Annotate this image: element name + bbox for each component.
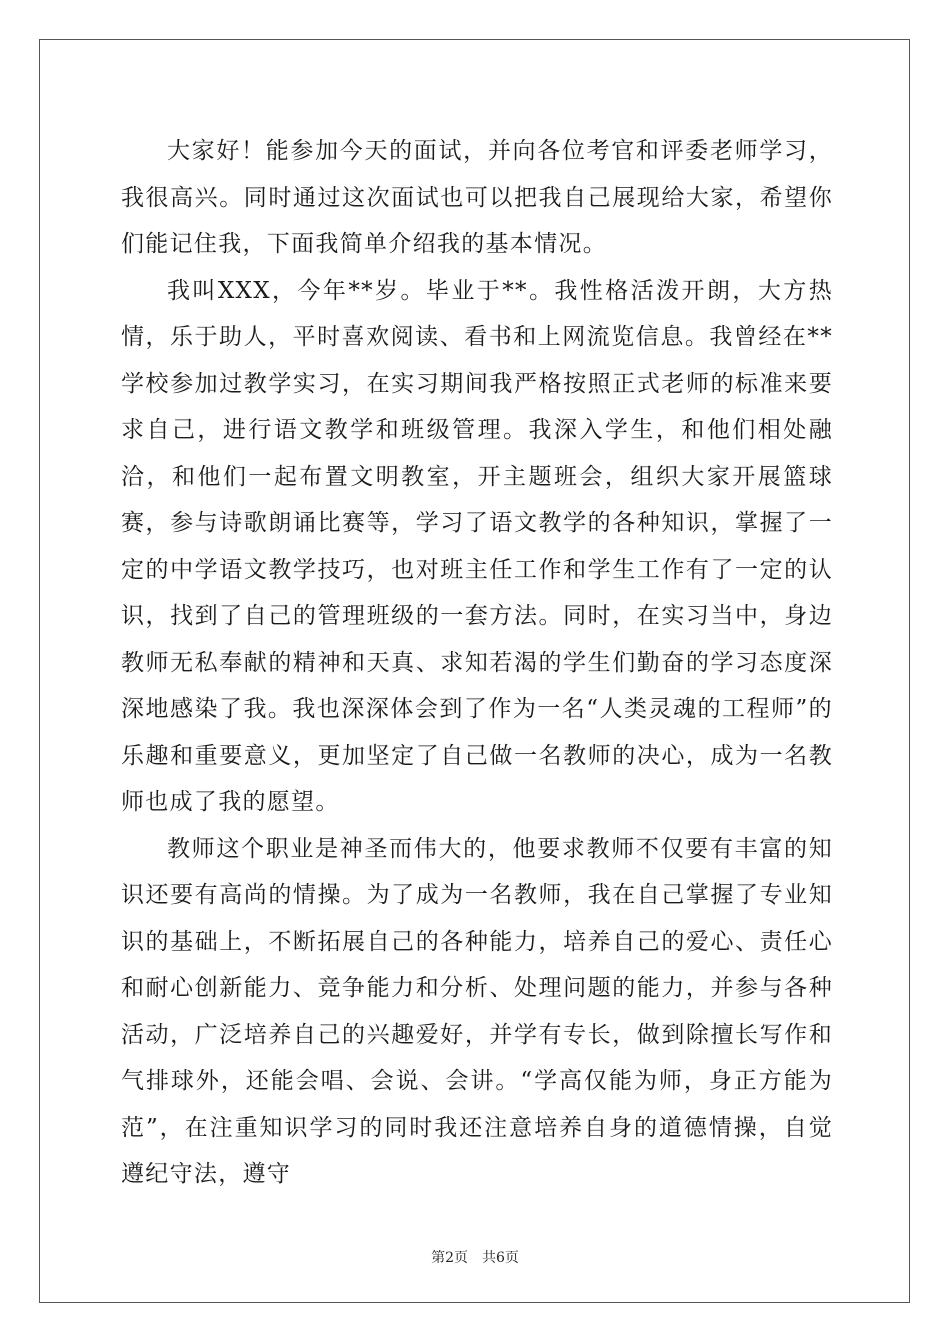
paragraph-teaching-career: 教师这个职业是神圣而伟大的，他要求教师不仅要有丰富的知识还要有高尚的情操。为了成为一名教师，我在自己掌握了专业知识的基础上，不断拓展自己的各种能力，培养自己的爱心、责任心和耐心创新能力、竞争能力和分析、处理问题的能力，并参与各种活动，广泛培养自己的兴趣爱好，并学有专长，做到除擅长写作和气排球外，还能会唱、会说、会讲。“学高仅能为师，身正方能为范”，在注重知识学习的同时我还注意培养自身的道德情操，自觉遵纪守法，遵守: [121, 835, 833, 1187]
page-number-total: 共6页: [482, 1250, 519, 1266]
page-number-current: 第2页: [431, 1250, 468, 1266]
document-body: [121, 128, 833, 1198]
paragraph-greeting: 大家好！能参加今天的面试，并向各位考官和评委老师学习，我很高兴。同时通过这次面试也可以把我自己展现给大家，希望你们能记住我，下面我简单介绍我的基本情况。: [121, 138, 833, 257]
page-footer: [0, 1247, 950, 1267]
paragraph-self-introduction: 我叫XXX，今年**岁。毕业于**。我性格活泼开朗，大方热情，乐于助人，平时喜欢阅读、看书和上网流览信息。我曾经在**学校参加过教学实习，在实习期间我严格按照正式老师的标准来要求自己，进行语文教学和班级管理。我深入学生，和他们相处融洽，和他们一起布置文明教室，开主题班会，组织大家开展篮球赛，参与诗歌朗诵比赛等，学习了语文教学的各种知识，掌握了一定的中学语文教学技巧，也对班主任工作和学生工作有了一定的认识，找到了自己的管理班级的一套方法。同时，在实习当中，身边教师无私奉献的精神和天真、求知若渴的学生们勤奋的学习态度深深地感染了我。我也深深体会到了作为一名“人类灵魂的工程师”的乐趣和重要意义，更加坚定了自己做一名教师的决心，成为一名教师也成了我的愿望。: [121, 277, 833, 815]
